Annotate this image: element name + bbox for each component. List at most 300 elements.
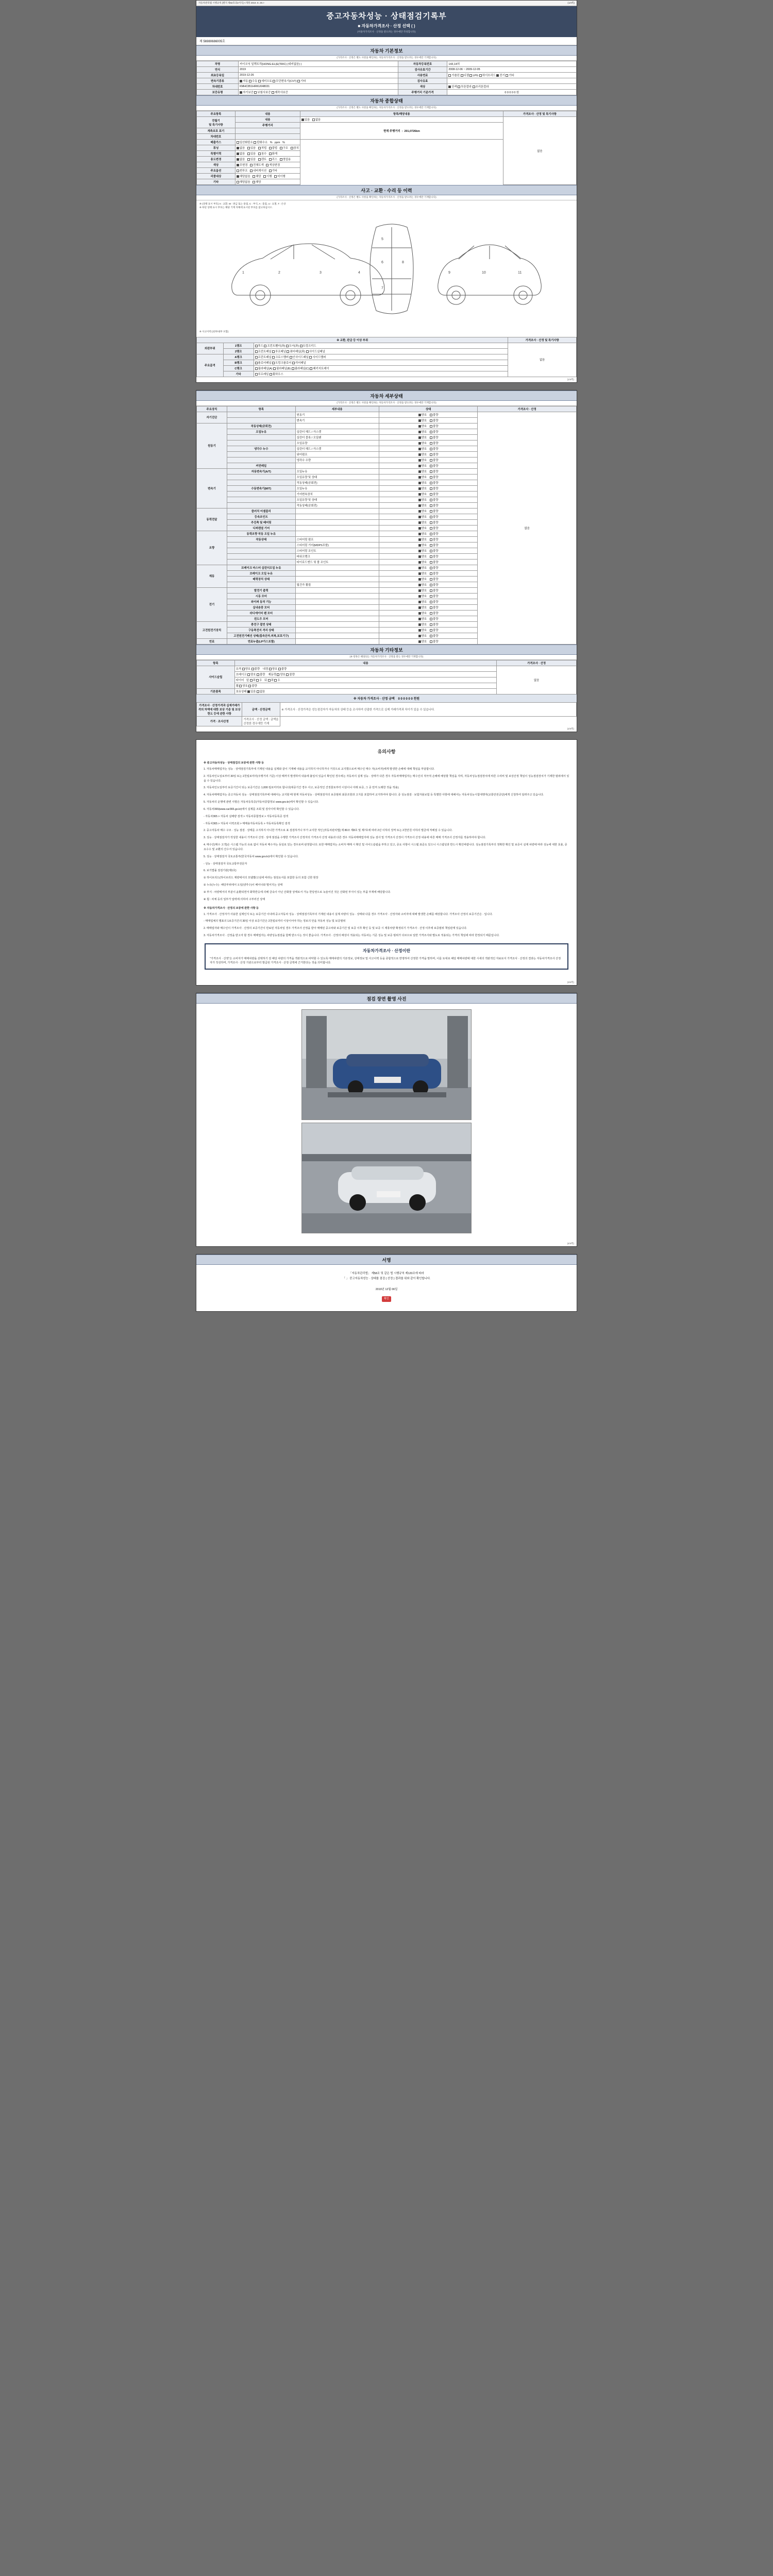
cell-label: 차대번호	[197, 84, 239, 90]
col-header: 가격조사 · 산정 및 특기사항	[508, 337, 577, 343]
cell-label: 특별이력	[197, 151, 236, 157]
detail-label	[295, 616, 379, 621]
mileage-value: 201,0726km	[404, 130, 420, 133]
cell-label: 주행거리 기준가격	[398, 90, 447, 95]
cell-label	[235, 134, 300, 140]
notice-item: 3. 자동차가격조사 · 산정을 받고자 할 경우 매매업자는 차량성능점검을 함께 받으시는 것이 좋습니다. 가격조사 · 산정의 배상이 적용되는 자동차는 기준 성능 및 보증 범위가 다르므로 일반 가격조사와 별도로 적용되는 가격의 책임에 따라 한정되기 때문입니다.	[204, 934, 500, 938]
status-checkboxes[interactable]: 양호 불량	[379, 514, 478, 519]
status-checkboxes[interactable]: 양호 불량	[379, 502, 478, 508]
price-note-1: ※ 가격조사 · 산정가격은 성능점검자가 자동차의 상태 등을 조사하여 산출한 가격으로 실제 거래가격과 차이가 있을 수 있습니다.	[280, 702, 577, 716]
cell-label: 검사유효	[398, 78, 447, 84]
col-header: 주요장치	[197, 406, 227, 412]
item-label: 동력조향 작동 오일 누유	[227, 531, 295, 536]
guarantee-text: "가격조사 · 산정"은 소비자가 매매차량을 선택하기 전 해당 차량의 가격을 객관적으로 파악할 수 있도록 매매차량의 기본정보, 상태정보 및 사고이력 등을 종합적으로 반영하여 산정한 가격을 말하며, 이를 토대로 해당 매매차량에 대한 시세의 객관적인 자료로서 가격조사 · 산정의 결과는 자동차가격조사 산정자가 작성하며, 가격조사 · 산정 기관으로부터 발급된 가격조사 · 산정 금액에 근거한다는 것을 의미합니다.	[210, 957, 561, 965]
status-checkboxes[interactable]: 양호 불량	[379, 582, 478, 587]
table-row	[197, 90, 577, 95]
detail-label	[295, 621, 379, 627]
notes-cell: 없음	[497, 666, 577, 694]
detail-label: 실린더 블록 / 오일팬	[295, 434, 379, 440]
status-checkboxes[interactable]: 양호 불량	[379, 593, 478, 599]
svg-text:3: 3	[320, 270, 322, 275]
item-label	[227, 451, 295, 457]
section-overall-head: 자동차 종합상태	[196, 95, 577, 106]
status-checkboxes[interactable]: 양호 불량	[379, 440, 478, 446]
table-row	[197, 73, 577, 78]
notes-cell: 없음	[508, 343, 577, 377]
status-checkboxes[interactable]: 양호 불량	[379, 610, 478, 616]
detail-label	[295, 593, 379, 599]
col-header: 상태	[379, 406, 478, 412]
detail-label: 기어변속장치	[295, 491, 379, 497]
outer-panel-rank1[interactable]: 후드 프런트휀더(좌) 도어(좌) 트렁크리드	[254, 343, 508, 348]
status-checkboxes[interactable]: 양호 불량	[379, 559, 478, 565]
table-header-row	[197, 337, 577, 343]
item-label	[227, 434, 295, 440]
detail-label: 오일누유	[295, 468, 379, 474]
detail-label	[295, 599, 379, 604]
warranty-options[interactable]: 자기보증 보험사보증 제작사보증	[239, 90, 398, 95]
detail-label: 월건가 휠씰	[295, 582, 379, 587]
overall-status-table	[196, 111, 577, 185]
frame-rank-a[interactable]: 프런트패널 크로스멤버 인사이드패널 사이드멤버	[254, 354, 508, 360]
item-label: 브레이크 오일 누유	[227, 570, 295, 576]
status-checkboxes[interactable]: 양호 불량	[379, 491, 478, 497]
status-checkboxes[interactable]: 양호 불량	[379, 638, 478, 644]
document-number: 제 56980686005호	[196, 37, 577, 45]
table-row	[197, 78, 577, 84]
cell-label: 색상	[398, 84, 447, 90]
status-checkboxes[interactable]: 양호 불량	[379, 451, 478, 457]
col-header: 항목	[197, 660, 235, 666]
cell-value: 0 0 0 0 0 원	[447, 90, 577, 95]
item-label	[227, 457, 295, 463]
status-checkboxes[interactable]: 양호 불량	[379, 536, 478, 542]
section-detail-head: 자동차 세부상태	[196, 391, 577, 401]
notice-item: 3. 자동차인도일부터 보증기간이 되는 보증기간은 1,000 킬로미터로 합니다(대중기간 경우 사고, 보증적인 건정물로부터 이상이나 아래 보증, 그 중 먼저 도래한 것을 적용).	[204, 786, 399, 790]
item-label	[227, 553, 295, 559]
item-label	[227, 502, 295, 508]
svg-text:7: 7	[381, 286, 383, 290]
detail-label: 작동상태(공회전)	[295, 502, 379, 508]
document-subtitle: ■ 자동차가격조사 · 산정 선택 ( )	[358, 24, 415, 28]
rank-label: B랭크	[223, 360, 254, 365]
item-label	[227, 491, 295, 497]
sheet-4	[196, 993, 577, 1247]
item-label	[227, 440, 295, 446]
cell-value: KMHC851HRKU048031	[239, 84, 398, 90]
item-label	[227, 582, 295, 587]
usage-change-options[interactable]: 없음 있음 렌트 리스 영업용	[235, 157, 300, 162]
item-label: 라디에이터 팬 모터	[227, 610, 295, 616]
detail-label	[295, 531, 379, 536]
detail-label: 작동상태(공회전)	[295, 480, 379, 485]
price-note-2: 가격조사 · 산정 금액 : 금액을 산정한 경우에만 기재	[242, 716, 280, 726]
status-checkboxes[interactable]: 양호 불량	[379, 412, 478, 417]
cell-label: 용도변경	[197, 157, 236, 162]
detail-label	[295, 587, 379, 593]
parts-damage-table	[196, 337, 577, 377]
table-row	[197, 67, 577, 73]
notes-cell: 없음	[503, 117, 576, 185]
notice-item: 4. 자동차매매업자는 중고자동차 성능 · 상태점검기록부에 대해서는 교지할 때 현재 자동차성능 · 상태점검자의 보증범위 최종조항과 고지를 포함하여 교지하여야 합니다. 중 성능점검 · 보험자율보험 등 특별한 사항에 대해서는 자동차성능시험대행자(교통안전공단)에게 신청하여 알려주고 있습니다.	[204, 793, 544, 797]
section-other-sub: (※ 항목은 해당되는 자동차가격조사 · 산정을 받는 경우에만 기재합니다)	[196, 655, 577, 660]
sheet-footer-3: (3/4쪽)	[567, 981, 574, 984]
detail-label	[295, 508, 379, 514]
emission-values[interactable]: 일산화탄소 탄화수소 % ppm %	[235, 140, 300, 145]
notice-item: 4. 매수인(매수 고객)은 시스템 가능의 유료 없이 자동차 매수자는 동일로 있는 경우로써 판정합니다. 또한 매매업자는 소비자 매매 시 확인 및 사이드슬립을 부하고 있고, 중요 사항이 시스템 표준도 있으니 시스템성과 반드시 확인바랍니다. 성능점검기록부의 정확한 확인 및 보증이 실제 차량에 따라 성능에 대한 효율, 중요수수 및 교환의 산수서 있습니다.	[204, 843, 567, 851]
notice-item: ④ 휨 : 차체 등의 일부가 압력에 의하여 구부러진 상태	[204, 897, 265, 901]
sideslip-row[interactable]: 유격 양호 불량 내경 양호 불량	[234, 666, 497, 671]
accident-foot-note: ※ 사고이력 (외부/내부 포함)	[199, 330, 229, 333]
status-checkboxes[interactable]: 양호 불량	[379, 434, 478, 440]
cell-value: 카이오닉 일렉트릭(HONG-EL(E(TRIC) (네비없음) )	[239, 61, 398, 67]
detail-label: 오일누유	[295, 485, 379, 491]
cell-label: 금액 · 산정금액	[242, 702, 280, 716]
diagram-legend-2: ※ 하단 상태 표시 부호는 해당 기재 자체에 표시된 부호를 참고하십시오.	[199, 206, 273, 209]
color-options[interactable]: 단색 투톤칼라 쓰리톤칼라	[447, 84, 577, 90]
detail-label	[295, 570, 379, 576]
status-checkboxes[interactable]: 양호 불량	[379, 542, 478, 548]
notice-item: - 성능 · 상태점검자 국토교통부전문자	[204, 862, 247, 866]
notice-item: 1. 자동차매매업자는 성능 · 상태점검기록부에 기재된 내용을 실제와 같이 기재해 내용을 교지하지 아니하거나 거짓으로 교지했으로써 매수인 매수 자(소비자)에게 발생한 손해에 대해 책임을 부담합니다.	[204, 767, 435, 771]
rank-label: 2랭크	[223, 348, 254, 354]
car-diagram-svg	[222, 212, 551, 328]
item-label: 고전원전기배선 상태(접속단자,피복,보호기구)	[227, 633, 295, 638]
sheet-footer-4: (4/4쪽)	[567, 1242, 574, 1245]
detail-table-body	[197, 412, 577, 644]
signature-line-2: 「 」 중고자동차성능 · 상태를 점검 ( 산정 ) 결과를 위와 같이 확인합니다.	[342, 1277, 431, 1281]
cell-value: 2019-12-26	[239, 73, 398, 78]
etc-options[interactable]: 해당없음 해당	[235, 179, 300, 185]
row-label: 기본품목	[197, 688, 235, 694]
item-label	[227, 497, 295, 502]
notice-head-1: ※ 중고자동차성능 · 상태점검의 보증에 관한 사항 등	[204, 761, 264, 765]
item-label: 커먼레일	[227, 463, 295, 468]
frame-etc[interactable]: 루프레일 휠하우스	[254, 371, 508, 377]
cell-label: 튜닝	[197, 145, 236, 151]
recall-options[interactable]: 해당없음 해당 이행 미이행	[235, 174, 300, 179]
col-header: 가격조사 · 산정	[478, 406, 577, 412]
notice-item: ③ 부식 : 차량에서의 부분이 윤환되면서 화학반응에 의해 금속이 아닌 산화물 상태로서 가능 한당권으로 녹슬어진 것은 산화된 부식이 있는 부품 부재에 해당합니다.	[204, 891, 391, 894]
notice-item: 5. 자동차의 운행에 관련 사항은 자동차등록증(자동차종합정보 www.gov.kr)에서 확인할 수 있습니다.	[204, 801, 319, 804]
detail-label: 타이로드엔드 및 볼 조인트	[295, 559, 379, 565]
detail-label: 냉각수 수량	[295, 457, 379, 463]
cell-label: 계측보호 표기	[197, 128, 236, 134]
status-checkboxes[interactable]: 양호 불량	[379, 519, 478, 525]
status-checkboxes[interactable]: 양호 불량	[379, 548, 478, 553]
status-checkboxes[interactable]: 양호 불량	[379, 553, 478, 559]
cell-label: 주행거리	[235, 123, 300, 128]
cell-label: 배출가스	[197, 140, 236, 145]
notice-item: 2. 자동차인도일로부터 30일 또는 2천킬로미터(주행거리 기준) 이상 때까지 발생하여 내용에 불일치 있음이 확인된 경우에는 자동차의 실제 성능 · 상태가 다른 경우 자동차매매업자는 매수인의 적극적 손해에 배상할 책임을 지며, 자동차성능점검장치에 따른 수리비 및 보상산정 책임이 성능점검장치가 기재한 범위에서 있을 수 있습니다.	[204, 774, 569, 783]
group-label: 외판부위	[197, 343, 224, 354]
notice-item: 2. 중고자동차 매수 구조 · 성능 점검 · 상태를 고지하지 아니한 가격으로 표 검검하거나 부가 교지한 적인 [자동차관리법] 제 80조 제8호 및 제7호에 따라 2년 이하의 징역 또는 2천만원 이하의 벌금에 처해질 수 있습니다.	[204, 829, 452, 833]
detail-label: 오일유량 및 상태	[295, 474, 379, 480]
detail-label	[295, 514, 379, 519]
detail-label	[295, 423, 379, 429]
col-header: 내용	[235, 111, 300, 117]
table-row	[197, 117, 577, 123]
sheet-2	[196, 390, 577, 732]
options-list[interactable]: 썬루프 내비게이션 기타	[235, 168, 300, 174]
wheel-row[interactable]: 휠 양호 불량	[234, 683, 497, 688]
item-label: 배력장치 상태	[227, 576, 295, 582]
status-checkboxes[interactable]: 양호 불량	[379, 429, 478, 434]
sheet-footer-2: (2/4쪽)	[567, 727, 574, 730]
cell-label: 자동차등록번호	[398, 61, 447, 67]
cell-label: 기타	[197, 179, 236, 185]
item-label: 발전기 출력	[227, 587, 295, 593]
svg-text:11: 11	[518, 270, 522, 275]
table-header-row	[197, 406, 577, 412]
group-label: 원동기	[197, 423, 227, 468]
tuning-options[interactable]: 없음 있음 적법 불법 구조 장치	[235, 145, 300, 151]
detail-label	[295, 519, 379, 525]
signature-date: 2019년 12월 06일	[375, 1287, 398, 1291]
status-checkboxes[interactable]: 양호 불량	[379, 599, 478, 604]
form-legal-note	[196, 1, 577, 6]
col-header: 내용	[234, 660, 497, 666]
item-label: 와이퍼 동작 기능	[227, 599, 295, 604]
repaint-options[interactable]: 무변경 전체도색 색상변경	[235, 162, 300, 168]
notice-item: - 매매업체의 별표의 1보증기간의 30일 이상 보증기간은 2천킬로미터 이상이어야 하는 정보의 안을 자동차 성능 및 보증범위	[204, 920, 346, 923]
accident-history-options[interactable]: 있음 없음	[300, 117, 503, 123]
cell-label	[235, 128, 300, 134]
detail-label: 오일유량 및 상태	[295, 497, 379, 502]
basic-info-table	[196, 61, 577, 95]
cell-label: 사용연료	[398, 73, 447, 78]
svg-text:4: 4	[358, 270, 360, 275]
page-number-1: (1/4쪽)	[567, 2, 575, 4]
detail-label: 스티어링 펌프	[295, 536, 379, 542]
notice-item: 6. 보기법률 검검기관(제1호)	[204, 869, 237, 873]
car-diagram	[199, 210, 574, 330]
fuel-options[interactable]: 가솔린 디젤 LPG 하이브리드 전기 기타	[447, 73, 577, 78]
table-row	[197, 716, 577, 726]
frame-rank-c[interactable]: 필라패널(A) 필라패널(B) 필라패널(C) 패키지트레이	[254, 365, 508, 371]
rank-label: 1랭크	[223, 343, 254, 348]
price-amount: 0 0 0 0 0 0	[398, 697, 413, 701]
detail-label: 변속기	[295, 417, 379, 423]
status-checkboxes[interactable]: 양호 불량	[379, 417, 478, 423]
status-checkboxes[interactable]: 양호 불량	[379, 604, 478, 610]
item-label: 자동변속기(A/T)	[227, 468, 295, 474]
detail-label	[295, 610, 379, 616]
item-label	[227, 548, 295, 553]
notice-item: - 자동차365 > 자동차 실배량 검색 > 자동차종합정보 > 자동차등록증 검색	[204, 815, 289, 818]
status-checkboxes[interactable]: 양호 불량	[379, 627, 478, 633]
status-checkboxes[interactable]: 양호 불량	[379, 587, 478, 593]
status-checkboxes[interactable]: 양호 불량	[379, 480, 478, 485]
cell-value: 2008-12-06 ~ 2009-12-05	[447, 67, 577, 73]
col-header: 항목/해당내용	[300, 111, 503, 117]
cell-label: 보증유형	[197, 90, 239, 95]
section-accident-head: 사고 · 교환 · 수리 등 이력	[196, 185, 577, 195]
other-info-table	[196, 660, 577, 694]
sheet-3	[196, 739, 577, 986]
item-label: 연료누출(LP가스포함)	[227, 638, 295, 644]
detail-label	[295, 525, 379, 531]
brake-row[interactable]: 브레이크 양호 불량 제동력 양호 불량	[234, 671, 497, 677]
item-label: 작동상태	[227, 536, 295, 542]
price-unit: 천원	[413, 697, 420, 701]
status-checkboxes[interactable]: 양호 불량	[379, 570, 478, 576]
item-label: 윈도우 모터	[227, 616, 295, 621]
status-checkboxes[interactable]: 양호 불량	[379, 497, 478, 502]
notice-item: 2. 매매업자와 매수인이 가격조사 · 산정의 보증기간이 만료된 자동차일 경우 가격조사 산정을 받아 매매된 중고차와 보증기간 및 보증 이후 확인 등 및 보증 시 제휴차량 확정되기 가격조사 · 산정 이후에 보증범위 책임관계 있습니다.	[204, 927, 467, 930]
notice-title: 유의사항	[377, 749, 396, 754]
notice-item: 6. 자동차365(www.car365.go.kr)에서 실제를 조회 및 검사이력 확인할 수 있습니다.	[204, 807, 299, 811]
status-checkboxes[interactable]: 양호 불량	[379, 565, 478, 570]
item-label	[227, 417, 295, 423]
tire-row[interactable]: 타이어 앞 좌 우 뒤 좌 우	[234, 677, 497, 683]
section-accident-sub: (가격조사 · 산정은 별도 사항을 확인하는 자동차가격조사 · 산정을 받으려는 경우에만 기재합니다)	[196, 195, 577, 200]
group-label: 고전원전기장치	[197, 621, 227, 638]
item-label: 추진축 및 베어링	[227, 519, 295, 525]
svg-text:10: 10	[482, 270, 486, 275]
damage-diagram-wrapper	[196, 200, 577, 337]
col-header: 세부내용	[295, 406, 379, 412]
col-header: 가격조사 · 산정	[497, 660, 577, 666]
detail-label	[295, 633, 379, 638]
cell-label: 가격 · 조사산정	[197, 716, 242, 726]
section-basic-head: 자동차 기본정보	[196, 45, 577, 56]
group-label: 동력전달	[197, 508, 227, 531]
svg-text:9: 9	[448, 270, 450, 275]
guarantee-box	[205, 943, 568, 970]
frame-rank-b[interactable]: 플로어패널 트렁크플로어 리어패널	[254, 360, 508, 365]
section-detail-sub: (가격조사 · 산정은 별도 사항을 확인하는 자동차가격조사 · 산정을 받으려는 경우에만 기재합니다)	[196, 401, 577, 406]
detail-label: 스티어링 조인트	[295, 548, 379, 553]
item-label	[227, 559, 295, 565]
group-label: 제동	[197, 565, 227, 587]
notice-item: 3. 성능 · 상태점검자가 작성한 내용이 가격조사 산정 · 상태 점검을 수행한 가격조사 산정자의 가격조사 산정 내용과 다른 경우 자동차매매업자에 성능 검사 및 가격조사 산정이 가격조사 산정 내용에 따른 매매 가격조사 산정자를 적용하여야 합니다.	[204, 836, 486, 840]
signature-line-1: 「자동차관리법」 제58조 및 같은 법 시행규칙 제120조에 따라	[349, 1272, 424, 1276]
detail-label: 워터펌프	[295, 451, 379, 457]
table-row	[197, 343, 577, 348]
item-label	[227, 412, 295, 417]
item-label: 클러치 어셈블리	[227, 508, 295, 514]
confirm-badge[interactable]: 확인	[382, 1296, 391, 1302]
basic-equipment-row[interactable]: 보유상태 있음 없음	[234, 688, 497, 694]
table-header-row	[197, 111, 577, 117]
status-checkboxes[interactable]: 양호 불량	[379, 531, 478, 536]
item-label: 시동 모터	[227, 593, 295, 599]
status-checkboxes[interactable]: 양호 불량	[379, 468, 478, 474]
mileage-display: 현재 주행거리 : 201,0726km	[300, 123, 503, 140]
section-other-head: 자동차 기타정보	[196, 645, 577, 655]
status-checkboxes[interactable]: 양호 불량	[379, 621, 478, 627]
item-label	[227, 542, 295, 548]
section-overall-sub: (가격조사 · 산정은 별도 사항을 확인하는 자동차가격조사 · 산정을 받으려는 경우에만 기재합니다)	[196, 106, 577, 111]
status-checkboxes[interactable]: 양호 불량	[379, 423, 478, 429]
cell-value: 2019	[239, 67, 398, 73]
status-checkboxes[interactable]: 양호 불량	[379, 463, 478, 468]
detail-status-table	[196, 406, 577, 645]
cell-label: 내용	[235, 117, 300, 123]
status-checkboxes[interactable]: 양호 불량	[379, 485, 478, 491]
outer-panel-rank2[interactable]: 프런트패널 루프패널 쿼터패널(좌) 사이드실패널	[254, 348, 508, 354]
status-checkboxes[interactable]: 양호 불량	[379, 446, 478, 451]
detail-label: 원동기	[295, 412, 379, 417]
sheet-footer-1: (1/4쪽)	[567, 378, 574, 381]
table-row	[197, 84, 577, 90]
item-label	[227, 480, 295, 485]
detail-label: 스티어링 기어(MDPS포함)	[295, 542, 379, 548]
detail-label: 실린더 헤드 / 가스켓	[295, 446, 379, 451]
rank-label: A랭크	[223, 354, 254, 360]
status-checkboxes[interactable]: 양호 불량	[379, 616, 478, 621]
special-history-options[interactable]: 없음 있음 침수 화재	[235, 151, 300, 157]
detail-label	[295, 627, 379, 633]
notice-item: 5. 성능 · 상태점검자 국토교통부(한국자동차 www.gov.kr)에서 확인할 수 있습니다.	[204, 855, 298, 858]
status-checkboxes[interactable]: 양호 불량	[379, 576, 478, 582]
col-header: 항목	[227, 406, 295, 412]
status-checkboxes[interactable]: 양호 불량	[379, 525, 478, 531]
detail-label: 오일유량	[295, 440, 379, 446]
svg-text:8: 8	[402, 260, 404, 264]
status-checkboxes[interactable]: 양호 불량	[379, 633, 478, 638]
status-checkboxes[interactable]: 양호 불량	[379, 474, 478, 480]
detail-label	[295, 604, 379, 610]
mileage-note: 현재 주행거리	[383, 130, 400, 133]
cell-label: 변속기종류	[197, 78, 239, 84]
rank-label: 기타	[223, 371, 254, 377]
section-basic-sub: (가격조사 · 산정은 별도 사항을 확인하는 자동차가격조사 · 산정을 받으려는 경우에만 기재합니다)	[196, 56, 577, 61]
item-label: 오일누유	[227, 429, 295, 434]
page-title: 중고자동차성능 · 상태점검기록부	[326, 12, 447, 21]
status-checkboxes[interactable]: 양호 불량	[379, 457, 478, 463]
cell-label: 주요옵션	[197, 168, 236, 174]
item-label: 충전구 절연 상태	[227, 621, 295, 627]
inspection-photo	[301, 1123, 472, 1233]
col-header: 주요항목	[197, 111, 236, 117]
item-label: 작동상태(공회전)	[227, 423, 295, 429]
table-header-row	[197, 660, 577, 666]
svg-text:6: 6	[381, 260, 383, 264]
cell-label: 차명	[197, 61, 239, 67]
detail-label: 실린더 헤드 / 가스켓	[295, 429, 379, 434]
parts-head: ※ 교환, 판금 등 이상 부위	[197, 337, 508, 343]
detail-label	[295, 565, 379, 570]
detail-label	[295, 576, 379, 582]
table-row	[197, 61, 577, 67]
notice-item: - 자동차365 > 자동차 이력조회 > 매매용자동차등록 > 자동차등록확인 검색	[204, 822, 290, 825]
price-notes-table	[196, 702, 577, 726]
svg-text:1: 1	[242, 270, 244, 275]
notice-head-2: ※ 자동차가격조사 · 산정의 보증에 관한 사항 등	[204, 906, 259, 910]
sheet-1	[196, 0, 577, 383]
svg-text:2: 2	[278, 270, 280, 275]
transmission-options[interactable]: 자동 수동 세미오토 무단변속기(CVT) 기타	[239, 78, 398, 84]
status-checkboxes[interactable]: 양호 불량	[379, 508, 478, 514]
inspection-photo	[301, 1009, 472, 1120]
notice-item: ① 하이브리드(하이브리드 제량에서의 모델별/고심에 따라는 점검요서를 포함한 등의 포함 신한 현장	[204, 876, 318, 880]
document-subtitle-note: (이용자가격조사 · 산정을 받으려는 경우에만 작성합니다)	[357, 30, 416, 33]
item-label: 냉각수 누수	[227, 446, 295, 451]
table-row	[197, 412, 577, 417]
detail-label: 파워크랭크	[295, 553, 379, 559]
group-label: 전기	[197, 587, 227, 621]
group-label: 자기진단	[197, 412, 227, 423]
row-label: 전월기 및 특기사항	[197, 117, 236, 128]
notice-item: ② 누유(누수) : 해당부위에서 오일(냉각수)이 배어나와 떨어지는 상태	[204, 884, 283, 887]
rank-label: C랭크	[223, 365, 254, 371]
guarantee-title: 자동차가격조사 · 산정이란	[362, 948, 411, 953]
svg-text:5: 5	[381, 237, 383, 241]
signature-area	[196, 1265, 577, 1311]
notice-section	[196, 740, 577, 980]
